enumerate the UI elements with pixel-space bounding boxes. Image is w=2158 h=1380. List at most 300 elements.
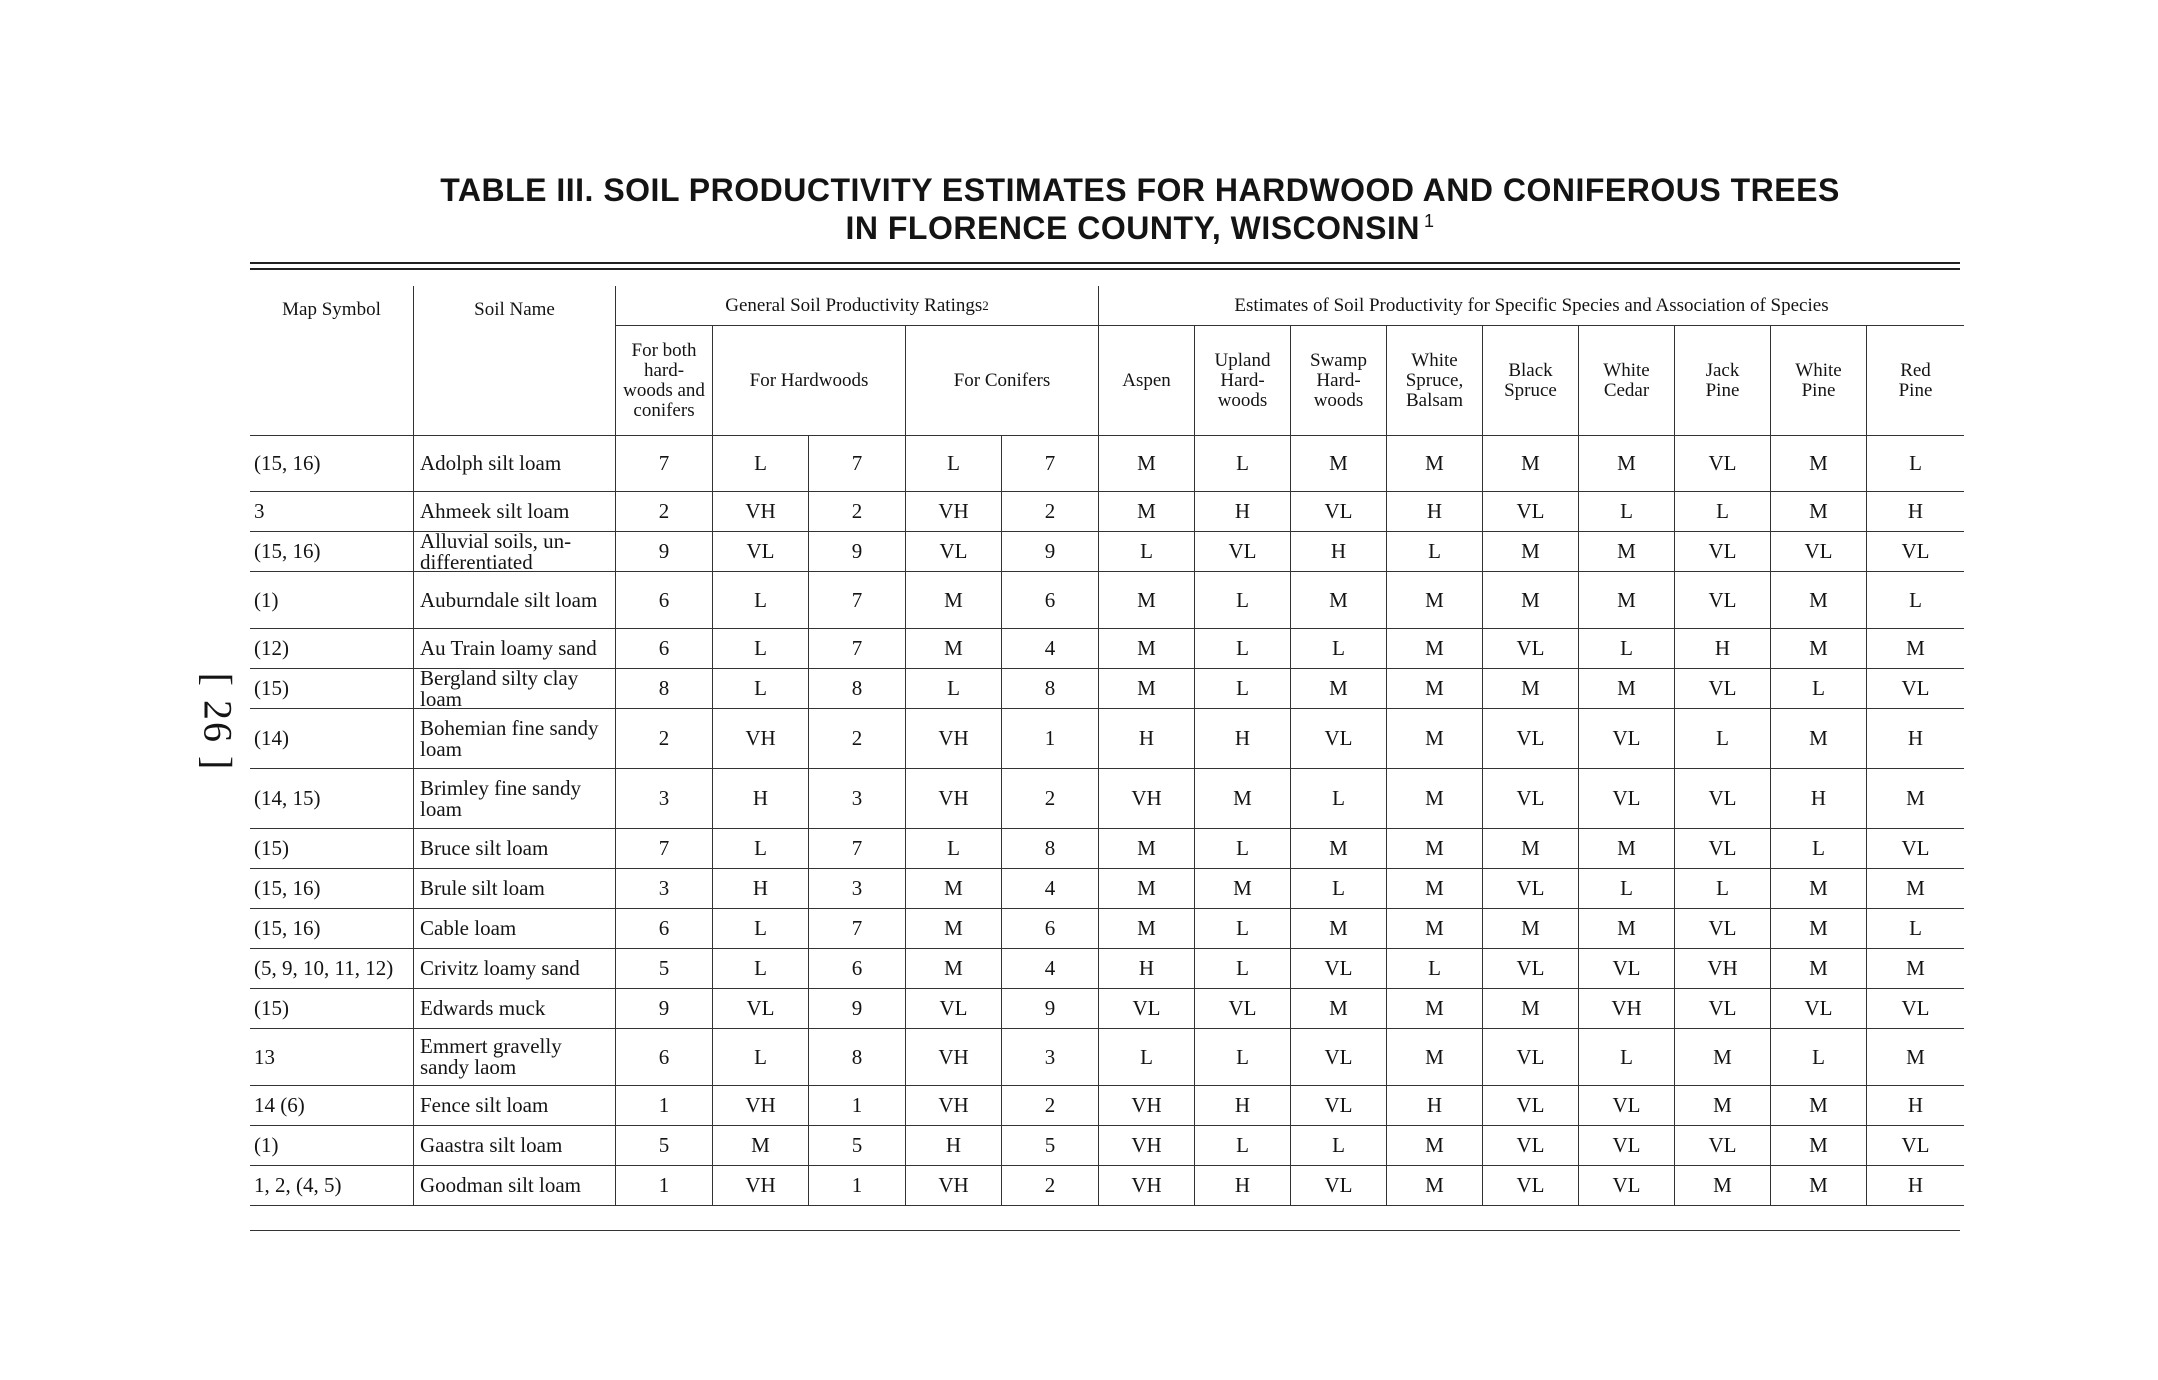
row-conifers-rating: VH bbox=[905, 1086, 1001, 1126]
row-soil-name bbox=[413, 989, 615, 1029]
row-species-rating: VL bbox=[1482, 1029, 1578, 1086]
row-species-rating: L bbox=[1674, 869, 1770, 909]
row-conifers-number: 9 bbox=[1001, 532, 1098, 572]
row-conifers-rating: VH bbox=[905, 709, 1001, 769]
row-conifers-number: 2 bbox=[1001, 769, 1098, 829]
row-conifers-number: 3 bbox=[1001, 1029, 1098, 1086]
row-species-rating: H bbox=[1866, 492, 1964, 532]
row-hardwoods-rating: L bbox=[712, 572, 808, 629]
row-hardwoods-rating: L bbox=[712, 669, 808, 709]
header-general-ratings-footnote: 2 bbox=[982, 297, 989, 313]
row-soil-name-line: Emmert gravelly bbox=[420, 1034, 562, 1058]
row-conifers-number: 5 bbox=[1001, 1126, 1098, 1166]
row-species-rating: VL bbox=[1482, 1166, 1578, 1206]
header-species-white-spruce-balsam bbox=[1386, 326, 1482, 436]
row-species-rating: M bbox=[1578, 669, 1674, 709]
row-species-rating: L bbox=[1770, 1029, 1866, 1086]
row-hardwoods-rating: L bbox=[712, 949, 808, 989]
row-species-rating: L bbox=[1866, 572, 1964, 629]
row-conifers-number: 8 bbox=[1001, 829, 1098, 869]
row-conifers-number: 8 bbox=[1001, 669, 1098, 709]
row-species-rating: M bbox=[1386, 769, 1482, 829]
row-species-rating: L bbox=[1674, 709, 1770, 769]
row-species-rating: L bbox=[1386, 532, 1482, 572]
row-hardwoods-number: 5 bbox=[808, 1126, 905, 1166]
row-species-rating: VH bbox=[1098, 1086, 1194, 1126]
row-map-symbol: (15, 16) bbox=[250, 532, 413, 572]
row-species-rating: M bbox=[1290, 909, 1386, 949]
row-soil-name-line: Bohemian fine sandy bbox=[420, 715, 599, 740]
row-hardwoods-rating: L bbox=[712, 909, 808, 949]
header-species-white-spruce-balsam-line: Balsam bbox=[1406, 389, 1463, 411]
row-species-rating: M bbox=[1674, 1166, 1770, 1206]
header-general-ratings bbox=[615, 286, 1098, 326]
row-hardwoods-number: 1 bbox=[808, 1166, 905, 1206]
row-species-rating: H bbox=[1386, 1086, 1482, 1126]
header-species-upland-hard-woods-line: woods bbox=[1217, 389, 1268, 411]
row-species-rating: H bbox=[1098, 709, 1194, 769]
title-footnote-marker: 1 bbox=[1424, 211, 1435, 232]
row-species-rating: VL bbox=[1674, 669, 1770, 709]
row-soil-name bbox=[413, 869, 615, 909]
row-conifers-rating: M bbox=[905, 869, 1001, 909]
row-both-rating: 7 bbox=[615, 829, 712, 869]
row-species-rating: VL bbox=[1482, 1086, 1578, 1126]
row-species-rating: L bbox=[1866, 909, 1964, 949]
row-species-rating: H bbox=[1290, 532, 1386, 572]
row-hardwoods-rating: H bbox=[712, 869, 808, 909]
row-species-rating: M bbox=[1290, 436, 1386, 492]
row-species-rating: H bbox=[1674, 629, 1770, 669]
row-species-rating: M bbox=[1770, 1166, 1866, 1206]
row-species-rating: VH bbox=[1674, 949, 1770, 989]
row-conifers-rating: VL bbox=[905, 989, 1001, 1029]
row-species-rating: M bbox=[1866, 949, 1964, 989]
row-species-rating: M bbox=[1770, 949, 1866, 989]
row-soil-name-line: differentiated bbox=[420, 549, 533, 572]
row-species-rating: M bbox=[1482, 572, 1578, 629]
row-species-rating: L bbox=[1194, 572, 1290, 629]
row-species-rating: VL bbox=[1770, 532, 1866, 572]
row-species-rating: L bbox=[1578, 869, 1674, 909]
header-both-line: hard- bbox=[643, 359, 685, 381]
row-species-rating: VL bbox=[1770, 989, 1866, 1029]
row-species-rating: VL bbox=[1482, 629, 1578, 669]
row-soil-name bbox=[413, 909, 615, 949]
row-species-rating: M bbox=[1386, 629, 1482, 669]
row-species-rating: L bbox=[1194, 436, 1290, 492]
row-soil-name bbox=[413, 1126, 615, 1166]
row-species-rating: M bbox=[1770, 909, 1866, 949]
row-species-rating: M bbox=[1386, 1126, 1482, 1166]
row-species-rating: H bbox=[1194, 492, 1290, 532]
row-hardwoods-number: 9 bbox=[808, 532, 905, 572]
row-both-rating: 6 bbox=[615, 572, 712, 629]
header-species-swamp-hard-woods bbox=[1290, 326, 1386, 436]
row-map-symbol: (12) bbox=[250, 629, 413, 669]
row-species-rating: H bbox=[1386, 492, 1482, 532]
row-species-rating: M bbox=[1482, 532, 1578, 572]
header-specific-species: Estimates of Soil Productivity for Specific Species and Association of Species bbox=[1098, 286, 1964, 326]
row-species-rating: VL bbox=[1290, 492, 1386, 532]
row-species-rating: VL bbox=[1290, 949, 1386, 989]
row-species-rating: VL bbox=[1866, 829, 1964, 869]
row-species-rating: VL bbox=[1866, 669, 1964, 709]
row-species-rating: M bbox=[1386, 989, 1482, 1029]
row-hardwoods-number: 8 bbox=[808, 1029, 905, 1086]
row-hardwoods-rating: VH bbox=[712, 1166, 808, 1206]
row-species-rating: M bbox=[1098, 629, 1194, 669]
row-conifers-rating: VL bbox=[905, 532, 1001, 572]
row-species-rating: L bbox=[1194, 949, 1290, 989]
row-soil-name-line: Gaastra silt loam bbox=[420, 1133, 563, 1157]
row-species-rating: M bbox=[1098, 909, 1194, 949]
row-species-rating: M bbox=[1866, 869, 1964, 909]
row-conifers-number: 1 bbox=[1001, 709, 1098, 769]
row-species-rating: VL bbox=[1578, 1166, 1674, 1206]
header-species-white-cedar bbox=[1578, 326, 1674, 436]
row-species-rating: L bbox=[1194, 1126, 1290, 1166]
row-species-rating: H bbox=[1194, 1086, 1290, 1126]
row-species-rating: L bbox=[1578, 492, 1674, 532]
row-species-rating: L bbox=[1386, 949, 1482, 989]
row-map-symbol: (14, 15) bbox=[250, 769, 413, 829]
row-hardwoods-rating: VH bbox=[712, 709, 808, 769]
row-hardwoods-rating: M bbox=[712, 1126, 808, 1166]
row-species-rating: M bbox=[1866, 1029, 1964, 1086]
row-species-rating: VL bbox=[1482, 709, 1578, 769]
row-conifers-rating: L bbox=[905, 436, 1001, 492]
row-species-rating: M bbox=[1770, 436, 1866, 492]
row-soil-name-line: Adolph silt loam bbox=[420, 451, 562, 475]
row-species-rating: VL bbox=[1290, 709, 1386, 769]
title-line-2-text: IN FLORENCE COUNTY, WISCONSIN bbox=[845, 210, 1420, 246]
row-species-rating: H bbox=[1770, 769, 1866, 829]
header-species-swamp-hard-woods-line: woods bbox=[1313, 389, 1364, 411]
row-species-rating: L bbox=[1290, 769, 1386, 829]
header-both-line: For both bbox=[631, 339, 697, 361]
row-species-rating: M bbox=[1098, 829, 1194, 869]
row-soil-name bbox=[413, 1086, 615, 1126]
row-hardwoods-rating: L bbox=[712, 629, 808, 669]
soil-productivity-table bbox=[250, 286, 1960, 1231]
row-conifers-rating: L bbox=[905, 669, 1001, 709]
row-species-rating: M bbox=[1578, 572, 1674, 629]
row-soil-name-line: loam bbox=[420, 736, 462, 761]
row-species-rating: M bbox=[1866, 629, 1964, 669]
row-species-rating: VH bbox=[1098, 769, 1194, 829]
row-species-rating: VL bbox=[1098, 989, 1194, 1029]
row-both-rating: 5 bbox=[615, 1126, 712, 1166]
row-hardwoods-number: 7 bbox=[808, 436, 905, 492]
row-hardwoods-number: 7 bbox=[808, 629, 905, 669]
header-species-white-cedar-line: White bbox=[1603, 359, 1650, 381]
row-map-symbol: (15, 16) bbox=[250, 909, 413, 949]
row-soil-name bbox=[413, 436, 615, 492]
row-species-rating: L bbox=[1290, 629, 1386, 669]
row-soil-name-line: Crivitz loamy sand bbox=[420, 956, 580, 980]
row-soil-name-line: Fence silt loam bbox=[420, 1093, 549, 1117]
row-species-rating: VL bbox=[1578, 949, 1674, 989]
row-soil-name-line: Cable loam bbox=[420, 916, 517, 940]
row-conifers-rating: VH bbox=[905, 1166, 1001, 1206]
row-hardwoods-number: 1 bbox=[808, 1086, 905, 1126]
header-species-upland-hard-woods-line: Upland bbox=[1214, 349, 1271, 371]
row-conifers-number: 4 bbox=[1001, 869, 1098, 909]
row-species-rating: L bbox=[1098, 1029, 1194, 1086]
row-conifers-number: 2 bbox=[1001, 1166, 1098, 1206]
page-number: [ 26 ] bbox=[195, 672, 241, 772]
row-species-rating: VL bbox=[1482, 869, 1578, 909]
row-species-rating: VL bbox=[1194, 532, 1290, 572]
row-soil-name-line: loam bbox=[420, 686, 462, 709]
row-species-rating: M bbox=[1386, 1166, 1482, 1206]
row-species-rating: M bbox=[1770, 572, 1866, 629]
row-soil-name bbox=[413, 572, 615, 629]
header-species-red-pine-line: Pine bbox=[1898, 379, 1933, 401]
row-species-rating: L bbox=[1674, 492, 1770, 532]
header-species-upland-hard-woods-line: Hard- bbox=[1220, 369, 1265, 391]
row-species-rating: VL bbox=[1482, 769, 1578, 829]
header-hardwoods: For Hardwoods bbox=[712, 326, 905, 436]
row-species-rating: H bbox=[1194, 709, 1290, 769]
row-hardwoods-number: 3 bbox=[808, 769, 905, 829]
row-species-rating: M bbox=[1290, 829, 1386, 869]
row-conifers-rating: M bbox=[905, 909, 1001, 949]
row-species-rating: M bbox=[1770, 709, 1866, 769]
row-species-rating: L bbox=[1098, 532, 1194, 572]
row-species-rating: M bbox=[1578, 909, 1674, 949]
table-title-line-1: TABLE III. SOIL PRODUCTIVITY ESTIMATES FOR HARDWOOD AND CONIFEROUS TREES bbox=[440, 172, 1840, 208]
row-conifers-number: 6 bbox=[1001, 572, 1098, 629]
row-both-rating: 6 bbox=[615, 629, 712, 669]
row-soil-name bbox=[413, 949, 615, 989]
row-hardwoods-number: 8 bbox=[808, 669, 905, 709]
header-species-black-spruce-line: Spruce bbox=[1504, 379, 1557, 401]
row-soil-name bbox=[413, 532, 615, 572]
row-both-rating: 2 bbox=[615, 492, 712, 532]
row-species-rating: VL bbox=[1674, 909, 1770, 949]
row-species-rating: M bbox=[1386, 909, 1482, 949]
row-species-rating: M bbox=[1482, 436, 1578, 492]
row-species-rating: M bbox=[1482, 989, 1578, 1029]
row-map-symbol: 14 (6) bbox=[250, 1086, 413, 1126]
row-conifers-rating: M bbox=[905, 949, 1001, 989]
row-soil-name bbox=[413, 492, 615, 532]
row-species-rating: M bbox=[1770, 1086, 1866, 1126]
row-species-rating: M bbox=[1098, 669, 1194, 709]
row-hardwoods-number: 6 bbox=[808, 949, 905, 989]
row-soil-name bbox=[413, 669, 615, 709]
row-conifers-number: 2 bbox=[1001, 1086, 1098, 1126]
row-species-rating: VL bbox=[1578, 1126, 1674, 1166]
row-species-rating: M bbox=[1482, 829, 1578, 869]
row-species-rating: M bbox=[1194, 869, 1290, 909]
row-species-rating: VL bbox=[1482, 492, 1578, 532]
row-conifers-rating: M bbox=[905, 629, 1001, 669]
row-both-rating: 3 bbox=[615, 869, 712, 909]
header-species-red-pine-line: Red bbox=[1900, 359, 1931, 381]
row-soil-name-line: Auburndale silt loam bbox=[420, 587, 598, 612]
header-species-aspen bbox=[1098, 326, 1194, 436]
row-soil-name-line: Brimley fine sandy bbox=[420, 775, 581, 800]
row-both-rating: 1 bbox=[615, 1166, 712, 1206]
row-both-rating: 6 bbox=[615, 909, 712, 949]
row-species-rating: VL bbox=[1866, 532, 1964, 572]
row-hardwoods-number: 7 bbox=[808, 572, 905, 629]
header-species-swamp-hard-woods-line: Hard- bbox=[1316, 369, 1361, 391]
header-species-swamp-hard-woods-line: Swamp bbox=[1310, 349, 1367, 371]
row-conifers-rating: VH bbox=[905, 769, 1001, 829]
row-both-rating: 6 bbox=[615, 1029, 712, 1086]
row-species-rating: L bbox=[1194, 829, 1290, 869]
row-soil-name-line: sandy laom bbox=[420, 1055, 517, 1079]
row-species-rating: M bbox=[1386, 436, 1482, 492]
row-map-symbol: (5, 9, 10, 11, 12) bbox=[250, 949, 413, 989]
row-species-rating: VL bbox=[1674, 572, 1770, 629]
row-map-symbol: (1) bbox=[250, 572, 413, 629]
row-soil-name-line: Alluvial soils, un- bbox=[420, 532, 572, 553]
row-conifers-rating: VH bbox=[905, 1029, 1001, 1086]
row-species-rating: M bbox=[1674, 1086, 1770, 1126]
row-map-symbol: (15) bbox=[250, 989, 413, 1029]
header-species-white-spruce-balsam-line: Spruce, bbox=[1405, 369, 1464, 391]
row-species-rating: L bbox=[1290, 1126, 1386, 1166]
row-species-rating: M bbox=[1098, 436, 1194, 492]
row-species-rating: VL bbox=[1290, 1029, 1386, 1086]
row-conifers-number: 6 bbox=[1001, 909, 1098, 949]
row-hardwoods-rating: VH bbox=[712, 1086, 808, 1126]
row-map-symbol: (1) bbox=[250, 1126, 413, 1166]
row-species-rating: VL bbox=[1674, 532, 1770, 572]
row-species-rating: L bbox=[1194, 1029, 1290, 1086]
row-both-rating: 1 bbox=[615, 1086, 712, 1126]
row-soil-name bbox=[413, 1029, 615, 1086]
row-hardwoods-number: 2 bbox=[808, 709, 905, 769]
row-soil-name bbox=[413, 829, 615, 869]
row-hardwoods-rating: L bbox=[712, 436, 808, 492]
row-hardwoods-rating: L bbox=[712, 1029, 808, 1086]
header-conifers: For Conifers bbox=[905, 326, 1098, 436]
row-conifers-number: 4 bbox=[1001, 949, 1098, 989]
header-species-jack-pine-line: Pine bbox=[1705, 379, 1740, 401]
row-species-rating: M bbox=[1098, 492, 1194, 532]
row-hardwoods-rating: H bbox=[712, 769, 808, 829]
row-conifers-number: 9 bbox=[1001, 989, 1098, 1029]
row-soil-name-line: Bergland silty clay bbox=[420, 669, 579, 690]
row-soil-name bbox=[413, 709, 615, 769]
row-map-symbol: 13 bbox=[250, 1029, 413, 1086]
row-species-rating: H bbox=[1866, 1166, 1964, 1206]
header-species-black-spruce-line: Black bbox=[1508, 359, 1553, 381]
row-hardwoods-rating: VL bbox=[712, 532, 808, 572]
row-species-rating: VH bbox=[1578, 989, 1674, 1029]
row-hardwoods-rating: VL bbox=[712, 989, 808, 1029]
row-map-symbol: (15) bbox=[250, 669, 413, 709]
header-soil-name: Soil Name bbox=[413, 286, 615, 436]
row-species-rating: L bbox=[1578, 1029, 1674, 1086]
row-both-rating: 9 bbox=[615, 989, 712, 1029]
row-species-rating: VL bbox=[1290, 1086, 1386, 1126]
header-species-white-pine-line: Pine bbox=[1801, 379, 1836, 401]
row-species-rating: VH bbox=[1098, 1166, 1194, 1206]
header-both-line: woods and bbox=[623, 379, 705, 401]
row-species-rating: VL bbox=[1866, 989, 1964, 1029]
row-species-rating: M bbox=[1578, 829, 1674, 869]
row-species-rating: VL bbox=[1866, 1126, 1964, 1166]
table-title-line-2 bbox=[250, 210, 2030, 247]
row-species-rating: L bbox=[1578, 629, 1674, 669]
row-species-rating: M bbox=[1482, 669, 1578, 709]
row-species-rating: M bbox=[1770, 1126, 1866, 1166]
row-species-rating: M bbox=[1866, 769, 1964, 829]
row-species-rating: M bbox=[1386, 709, 1482, 769]
row-species-rating: L bbox=[1290, 869, 1386, 909]
row-species-rating: H bbox=[1866, 1086, 1964, 1126]
title-rule-bottom bbox=[250, 268, 1960, 270]
row-hardwoods-number: 7 bbox=[808, 909, 905, 949]
row-species-rating: M bbox=[1386, 669, 1482, 709]
row-soil-name bbox=[413, 629, 615, 669]
row-species-rating: M bbox=[1098, 572, 1194, 629]
row-species-rating: M bbox=[1482, 909, 1578, 949]
row-species-rating: H bbox=[1098, 949, 1194, 989]
row-map-symbol: (15) bbox=[250, 829, 413, 869]
row-conifers-number: 4 bbox=[1001, 629, 1098, 669]
row-species-rating: H bbox=[1194, 1166, 1290, 1206]
row-species-rating: VL bbox=[1482, 1126, 1578, 1166]
row-species-rating: M bbox=[1386, 869, 1482, 909]
row-species-rating: VH bbox=[1098, 1126, 1194, 1166]
row-conifers-rating: M bbox=[905, 572, 1001, 629]
header-species-jack-pine-line: Jack bbox=[1705, 359, 1740, 381]
row-hardwoods-number: 2 bbox=[808, 492, 905, 532]
row-species-rating: VL bbox=[1578, 769, 1674, 829]
row-species-rating: M bbox=[1386, 829, 1482, 869]
row-species-rating: M bbox=[1770, 492, 1866, 532]
row-species-rating: M bbox=[1770, 869, 1866, 909]
row-species-rating: M bbox=[1770, 629, 1866, 669]
row-hardwoods-rating: VH bbox=[712, 492, 808, 532]
row-hardwoods-number: 3 bbox=[808, 869, 905, 909]
row-both-rating: 9 bbox=[615, 532, 712, 572]
header-species-jack-pine bbox=[1674, 326, 1770, 436]
row-species-rating: L bbox=[1194, 669, 1290, 709]
row-species-rating: L bbox=[1194, 909, 1290, 949]
row-species-rating: VL bbox=[1194, 989, 1290, 1029]
row-conifers-number: 2 bbox=[1001, 492, 1098, 532]
row-species-rating: M bbox=[1194, 769, 1290, 829]
row-conifers-number: 7 bbox=[1001, 436, 1098, 492]
header-species-red-pine bbox=[1866, 326, 1964, 436]
header-species-white-cedar-line: Cedar bbox=[1603, 379, 1650, 401]
row-species-rating: L bbox=[1194, 629, 1290, 669]
row-species-rating: VL bbox=[1290, 1166, 1386, 1206]
row-soil-name-line: Bruce silt loam bbox=[420, 836, 549, 860]
row-species-rating: VL bbox=[1674, 769, 1770, 829]
row-species-rating: M bbox=[1290, 669, 1386, 709]
header-map-symbol: Map Symbol bbox=[250, 286, 413, 436]
row-species-rating: M bbox=[1290, 989, 1386, 1029]
row-both-rating: 5 bbox=[615, 949, 712, 989]
row-both-rating: 3 bbox=[615, 769, 712, 829]
row-soil-name-line: Ahmeek silt loam bbox=[420, 499, 570, 523]
header-both bbox=[615, 326, 712, 436]
row-species-rating: M bbox=[1578, 532, 1674, 572]
row-species-rating: M bbox=[1386, 572, 1482, 629]
row-species-rating: L bbox=[1866, 436, 1964, 492]
row-species-rating: VL bbox=[1578, 1086, 1674, 1126]
